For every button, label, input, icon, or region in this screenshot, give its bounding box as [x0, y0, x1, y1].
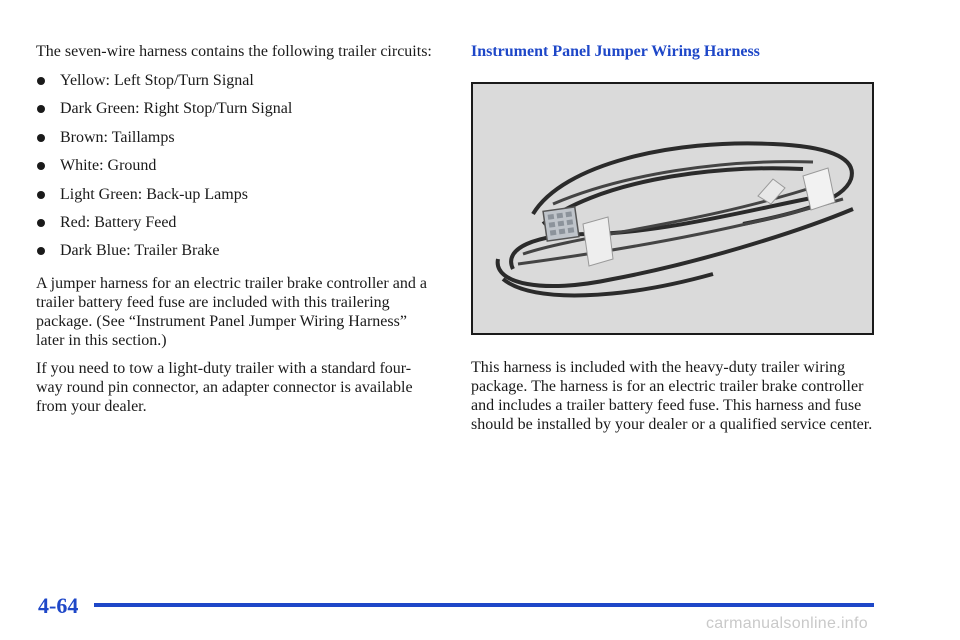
page-number: 4-64 — [38, 593, 79, 618]
bullet-icon — [37, 105, 45, 113]
left-column — [36, 42, 436, 425]
bullet-icon — [37, 77, 45, 85]
jumper-harness-paragraph: A jumper harness for an electric trailer brake controller and a trailer battery feed fuse are included with this trailering package. (See “Instrument Panel Jumper Wiring Harness” later in this section.) — [36, 274, 427, 349]
list-item: White: Ground — [36, 156, 436, 184]
right-column — [471, 42, 881, 434]
wiring-harness-photo — [471, 82, 874, 335]
bullet-icon — [37, 134, 45, 142]
intro-text: The seven-wire harness contains the following trailer circuits: — [36, 43, 432, 60]
list-item: Yellow: Left Stop/Turn Signal — [36, 71, 436, 99]
footer-divider — [94, 603, 874, 607]
bullet-icon — [37, 162, 45, 170]
section-title: Instrument Panel Jumper Wiring Harness — [471, 43, 760, 60]
adapter-paragraph: If you need to tow a light-duty trailer with a standard four-way round pin connector, an adapter connector is available from your dealer. — [36, 359, 413, 415]
watermark: carmanualsonline.info — [706, 615, 868, 632]
bullet-icon — [37, 191, 45, 199]
bullet-icon — [37, 247, 45, 255]
list-item: Dark Blue: Trailer Brake — [36, 241, 436, 269]
bullet-icon — [37, 219, 45, 227]
list-item: Light Green: Back-up Lamps — [36, 185, 436, 213]
list-item: Dark Green: Right Stop/Turn Signal — [36, 99, 436, 127]
list-item: Brown: Taillamps — [36, 128, 436, 156]
list-item: Red: Battery Feed — [36, 213, 436, 241]
circuit-list — [36, 71, 436, 270]
harness-illustration — [473, 84, 872, 333]
harness-description: This harness is included with the heavy-duty trailer wiring package. The harness is for an electric trailer brake controller and includes a trailer battery feed fuse. This harness and fuse should be installed by your dealer or a qualified service center. — [471, 359, 873, 433]
